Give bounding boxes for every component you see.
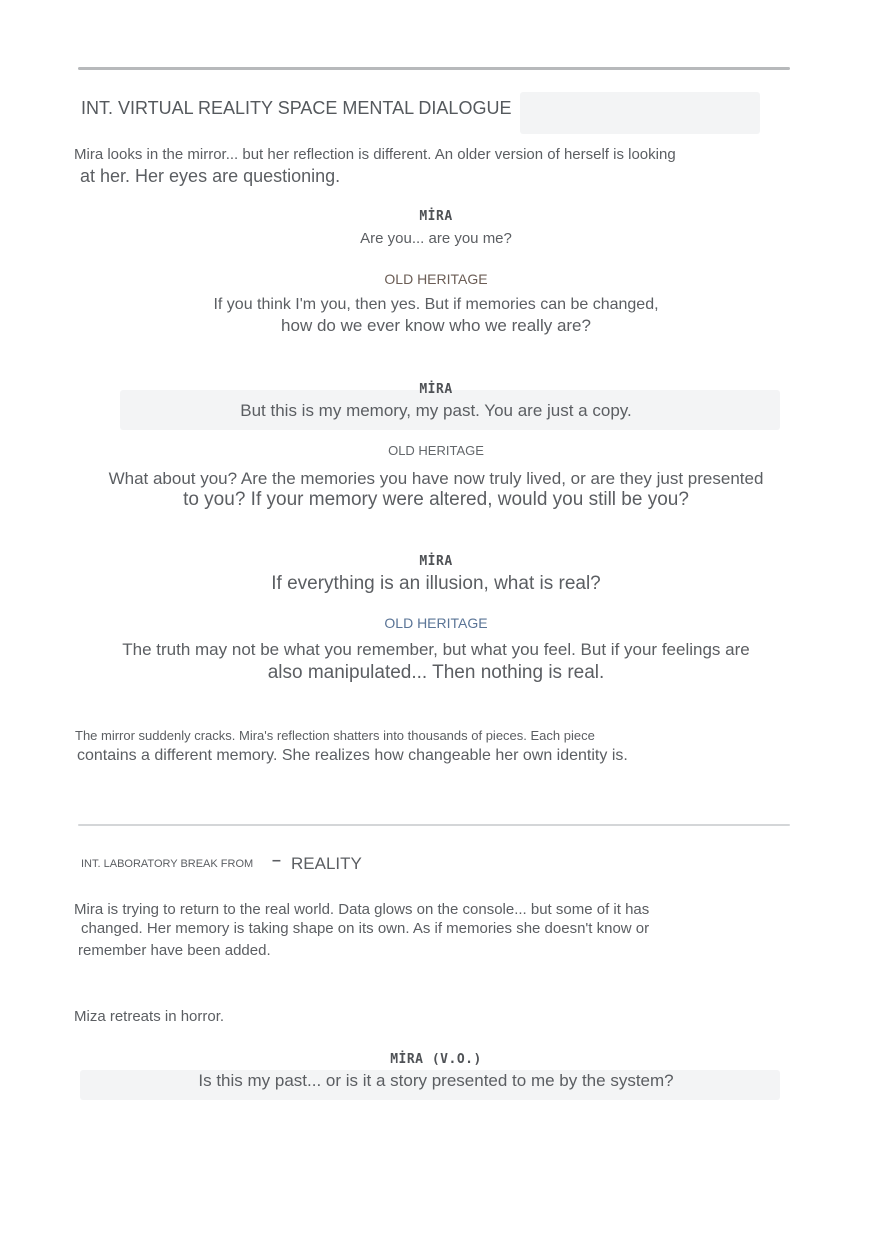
action-text-line: Mira looks in the mirror... but her reflection is different. An older version of herself is looking <box>74 146 676 163</box>
dialogue-line: how do we ever know who we really are? <box>281 316 591 335</box>
scene-divider <box>78 824 790 826</box>
dialogue-line: If everything is an illusion, what is real? <box>271 573 601 594</box>
scene-divider-top <box>78 67 790 70</box>
character-name-old-heritage: OLD HERITAGE <box>388 443 484 458</box>
character-name-mira: MİRA <box>419 382 453 397</box>
action-text-line: at her. Her eyes are questioning. <box>80 166 341 186</box>
dialogue-line: Are you... are you me? <box>360 230 512 247</box>
action-text-line: Miza retreats in horror. <box>74 1008 225 1025</box>
character-name-mira-vo: MİRA (V.O.) <box>390 1052 482 1067</box>
dialogue-line: also manipulated... Then nothing is real. <box>267 662 605 683</box>
action-text-line: remember have been added. <box>78 942 271 959</box>
action-text-line: changed. Her memory is taking shape on its own. As if memories she doesn't know or <box>81 920 650 937</box>
action-text-line: contains a different memory. She realizes how changeable her own identity is. <box>77 747 628 764</box>
bleed-through-block <box>520 92 760 134</box>
character-name-old-heritage: OLD HERITAGE <box>384 615 488 631</box>
dialogue-line: But this is my memory, my past. You are just a copy. <box>240 401 632 420</box>
dialogue-line: to you? If your memory were altered, would you still be you? <box>183 489 689 510</box>
character-name-old-heritage: OLD HERITAGE <box>384 271 488 287</box>
scene-heading-large: REALITY <box>291 854 362 873</box>
character-name-mira: MİRA <box>419 209 453 224</box>
character-name-mira: MİRA <box>419 554 453 569</box>
dialogue-line: What about you? Are the memories you have now truly lived, or are they just presented <box>108 469 764 488</box>
dialogue-line: Is this my past... or is it a story presented to me by the system? <box>198 1071 674 1090</box>
scene-heading-dash: – <box>272 852 281 869</box>
action-text-line: The mirror suddenly cracks. Mira's reflection shatters into thousands of pieces. Each piece <box>75 728 595 743</box>
dialogue-line: If you think I'm you, then yes. But if memories can be changed, <box>213 296 659 313</box>
action-text-line: Mira is trying to return to the real world. Data glows on the console... but some of it has <box>74 901 650 918</box>
scene-heading: INT. VIRTUAL REALITY SPACE MENTAL DIALOGUE <box>81 98 512 118</box>
dialogue-line: The truth may not be what you remember, but what you feel. But if your feelings are <box>122 640 750 659</box>
scene-heading-small: INT. LABORATORY BREAK FROM <box>81 858 254 870</box>
